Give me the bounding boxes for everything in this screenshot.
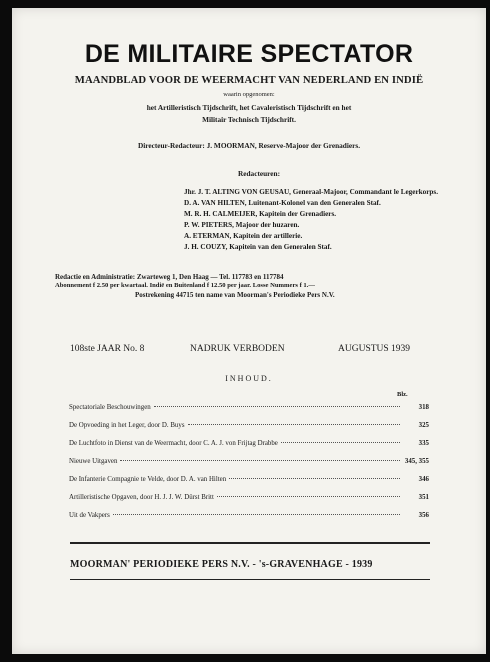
editor-1: Jhr. J. T. ALTING VON GEUSAU, Generaal-Majoor, Commandant le Legerkorps. xyxy=(184,188,439,196)
toc-item-title: De Opvoeding in het Leger, door D. Buys xyxy=(69,422,185,429)
toc-item xyxy=(69,422,429,433)
toc-item xyxy=(69,494,429,505)
toc-item-title: Artilleristische Opgaven, door H. J. J. W. Dürst Britt xyxy=(69,494,214,501)
editor-6: J. H. COUZY, Kapitein van den Generalen Staf. xyxy=(184,243,332,251)
issue-notice: NADRUK VERBODEN xyxy=(190,344,285,354)
director-line: Directeur-Redacteur: J. MOORMAN, Reserve-Majoor der Grenadiers. xyxy=(137,141,361,150)
toc-item xyxy=(69,476,429,487)
toc-item xyxy=(69,440,429,451)
toc-item-page: 335 xyxy=(418,440,429,447)
toc-item-page: 318 xyxy=(418,404,429,411)
toc-leader xyxy=(281,442,400,443)
toc-item-page: 345, 355 xyxy=(404,458,429,465)
toc-item-title: Spectatoriale Beschouwingen xyxy=(69,404,151,411)
toc-item xyxy=(69,404,429,415)
toc-item xyxy=(69,512,429,523)
address-line-1: Redactie en Administratie: Zwarteweg 1, Den Haag — Tel. 117783 en 117784 xyxy=(55,273,284,281)
journal-subtitle: MAANDBLAD VOOR DE WEERMACHT VAN NEDERLAND EN INDIË xyxy=(74,74,424,86)
toc-item-page: 346 xyxy=(418,476,429,483)
merged-line-2: Militair Technisch Tijdschrift. xyxy=(202,115,296,124)
toc-heading: INHOUD. xyxy=(225,374,273,383)
toc-item-page: 325 xyxy=(418,422,429,429)
publisher-footer: MOORMAN' PERIODIEKE PERS N.V. - 's-GRAVENHAGE - 1939 xyxy=(70,559,373,570)
document-page xyxy=(12,8,486,654)
editor-5: A. ETERMAN, Kapitein der artillerie. xyxy=(184,232,303,240)
toc-page-label: Blz. xyxy=(397,391,408,398)
toc-item xyxy=(69,458,429,469)
editor-3: M. R. H. CALMEIJER, Kapitein der Grenadiers. xyxy=(184,210,337,218)
issue-date: AUGUSTUS 1939 xyxy=(338,344,411,354)
editor-2: D. A. VAN HILTEN, Luitenant-Kolonel van den Generalen Staf. xyxy=(184,199,381,207)
editors-heading: Redacteuren: xyxy=(237,169,280,178)
toc-leader xyxy=(188,424,400,425)
footer-rule-top xyxy=(70,542,430,544)
toc-item-title: De Infanterie Compagnie te Velde, door D. A. van Hilten xyxy=(69,476,227,483)
address-line-3: Postrekening 44715 ten name van Moorman's Periodieke Pers N.V. xyxy=(135,291,335,299)
toc-item-page: 356 xyxy=(418,512,429,519)
toc-item-title: De Luchtfoto in Dienst van de Weermacht, door C. A. J. von Frijtag Drabbe xyxy=(69,440,278,447)
toc-leader xyxy=(229,478,400,479)
journal-title: DE MILITAIRE SPECTATOR xyxy=(84,40,414,68)
footer-rule-bottom xyxy=(70,579,430,580)
toc-item-title: Uit de Vakpers xyxy=(69,512,110,519)
toc-leader xyxy=(113,514,400,515)
merged-intro: waarin opgenomen: xyxy=(223,91,275,98)
editor-4: P. W. PIETERS, Majoor der huzaren. xyxy=(184,221,300,229)
toc-item-title: Nieuwe Uitgaven xyxy=(69,458,118,465)
toc-item-page: 351 xyxy=(418,494,429,501)
address-line-2: Abonnement f 2.50 per kwartaal. Indië en Buitenland f 12.50 per jaar. Losse Nummers f 1.— xyxy=(55,282,315,289)
toc-leader xyxy=(154,406,400,407)
merged-line-1: het Artilleristisch Tijdschrift, het Cavaleristisch Tijdschrift en het xyxy=(146,103,352,112)
issue-volume: 108ste JAAR No. 8 xyxy=(70,344,145,354)
toc-leader xyxy=(217,496,400,497)
toc-leader xyxy=(120,460,400,461)
